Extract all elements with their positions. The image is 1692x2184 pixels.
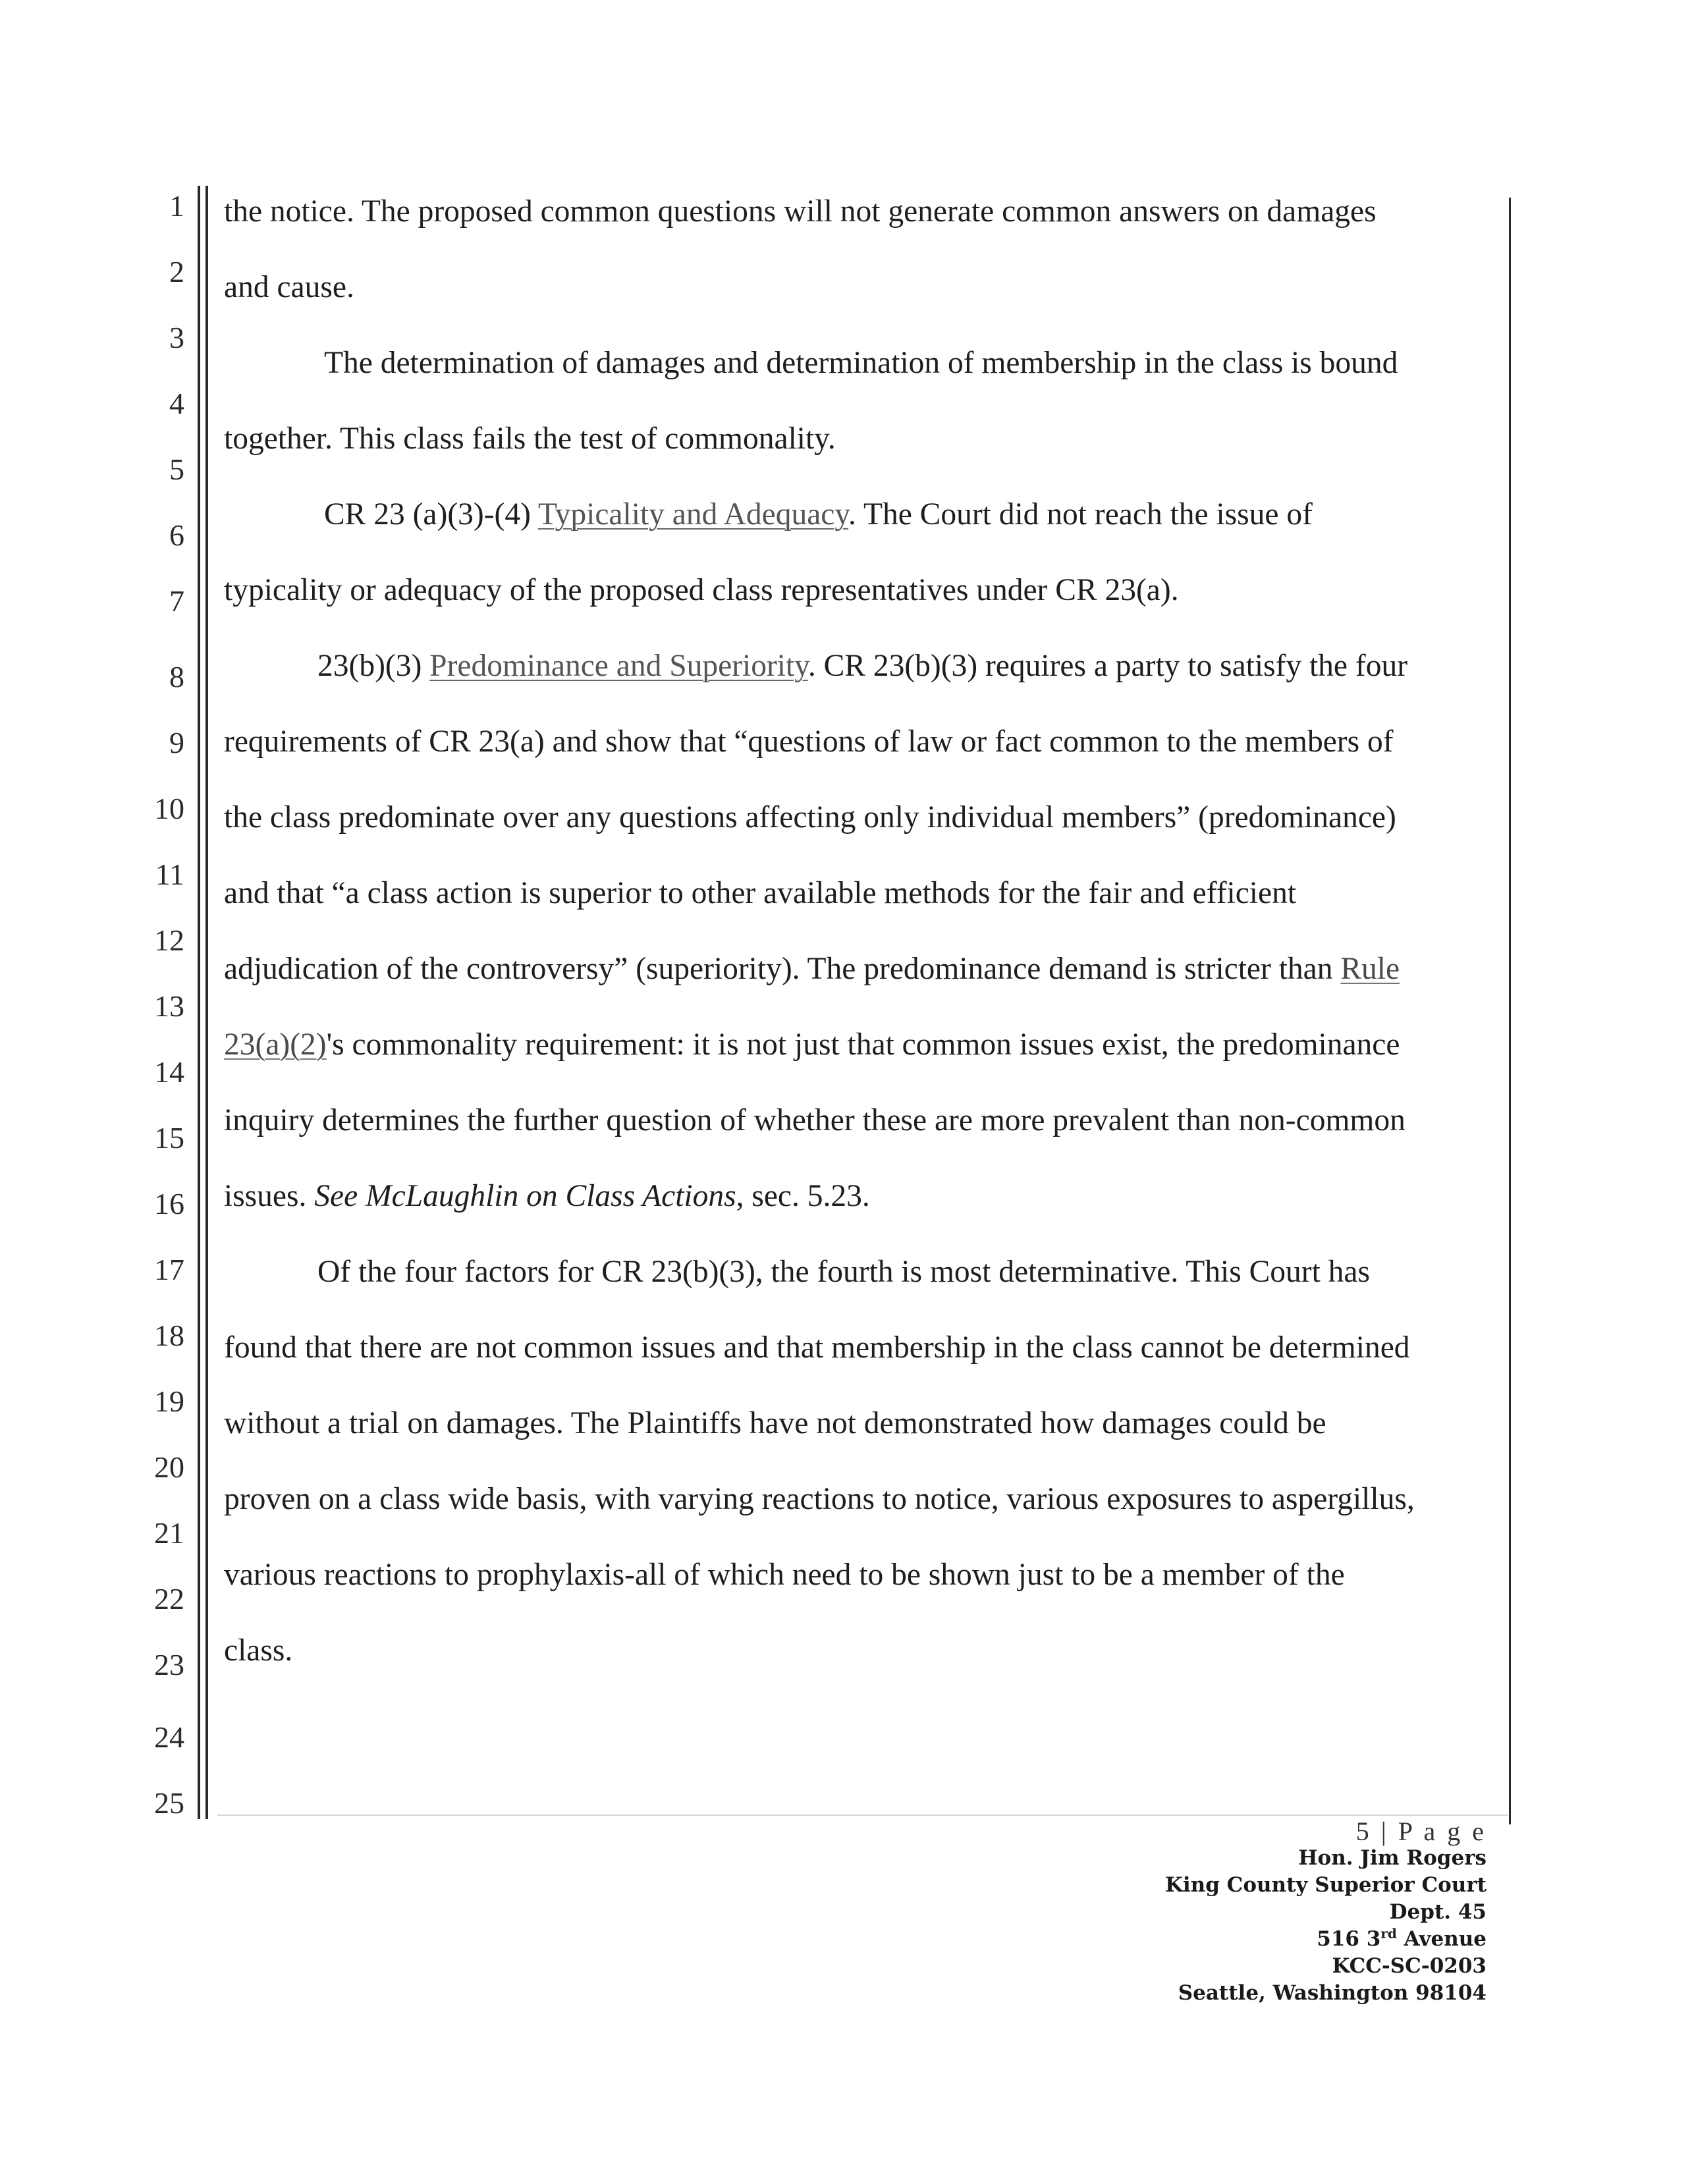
heading-predominance-superiority: Predominance and Superiority	[429, 649, 808, 683]
department: Dept. 45	[1389, 1900, 1487, 1924]
line-number: 20	[154, 1450, 184, 1484]
line-number: 15	[154, 1121, 184, 1155]
line-number: 17	[154, 1253, 184, 1286]
rule-citation: 23(b)(3)	[317, 649, 430, 683]
line-number: 1	[169, 189, 184, 223]
text-line: together. This class fails the test of commonality.	[224, 422, 836, 456]
text-line: and that “a class action is superior to other available methods for the fair and efficient	[224, 876, 1297, 910]
text-line: The determination of damages and determination of membership in the class is bound	[324, 346, 1398, 380]
line-number: 10	[154, 792, 184, 825]
text-line	[317, 651, 1407, 682]
line-number: 18	[154, 1319, 184, 1352]
right-margin-rule	[1509, 198, 1511, 1824]
text-line: the class predominate over any questions affecting only individual members” (predominance)	[224, 800, 1396, 834]
text-span: 's commonality requirement: it is not just that common issues exist, the predominance	[326, 1027, 1400, 1062]
court-name: King County Superior Court	[1164, 1873, 1487, 1897]
text-line: Of the four factors for CR 23(b)(3), the fourth is most determinative. This Court has	[317, 1255, 1370, 1289]
rule-citation: CR 23 (a)(3)-(4)	[324, 497, 538, 532]
line-number: 5	[169, 452, 184, 486]
line-number: 19	[154, 1384, 184, 1418]
rule-link[interactable]: 23(a)(2)	[224, 1027, 327, 1062]
rule-link[interactable]: Rule	[1340, 952, 1400, 986]
text-span: adjudication of the controversy” (superiority). The predominance demand is stricter than	[224, 952, 1341, 986]
text-span: issues.	[224, 1179, 315, 1213]
text-span: , sec. 5.23.	[736, 1179, 870, 1213]
line-number: 23	[154, 1648, 184, 1681]
line-number: 22	[154, 1582, 184, 1616]
text-line	[224, 1029, 1400, 1061]
text-span: . CR 23(b)(3) requires a party to satisfy the four	[807, 649, 1408, 683]
text-line	[224, 1181, 870, 1213]
text-line: proven on a class wide basis, with varying reactions to notice, various exposures to aspergillus,	[224, 1482, 1415, 1516]
text-line: without a trial on damages. The Plaintiffs have not demonstrated how damages could be	[224, 1406, 1326, 1440]
line-number: 13	[154, 989, 184, 1023]
line-number: 16	[154, 1187, 184, 1220]
text-line: found that there are not common issues and that membership in the class cannot be determined	[224, 1330, 1410, 1365]
text-line	[324, 499, 1313, 531]
line-number: 24	[154, 1720, 184, 1754]
address-number: 516 3	[1317, 1927, 1381, 1951]
text-line: inquiry determines the further question of whether these are more prevalent than non-common	[224, 1103, 1405, 1137]
judge-name: Hon. Jim Rogers	[1298, 1846, 1487, 1870]
line-number: 7	[169, 584, 184, 618]
city-state-zip: Seattle, Washington 98104	[1178, 1981, 1487, 2005]
street-address	[1165, 1926, 1487, 1953]
footer-court-info	[1165, 1818, 1487, 2007]
address-street: Avenue	[1396, 1927, 1487, 1951]
line-number: 9	[169, 726, 184, 759]
line-number: 21	[154, 1516, 184, 1550]
bottom-rule	[217, 1815, 1508, 1816]
line-number: 8	[169, 660, 184, 694]
line-number: 11	[155, 858, 184, 891]
court-code: KCC-SC-0203	[1332, 1954, 1487, 1978]
address-ordinal: rd	[1380, 1925, 1397, 1942]
citation-italic: See McLaughlin on Class Actions	[314, 1179, 736, 1213]
left-margin-rule-inner	[205, 186, 208, 1819]
line-number: 6	[169, 518, 184, 552]
page-number: 5 | P a g e	[1355, 1816, 1487, 1846]
line-number: 4	[169, 387, 184, 420]
text-line: the notice. The proposed common questions will not generate common answers on damages	[224, 194, 1377, 229]
left-margin-rule	[198, 186, 200, 1819]
line-number: 3	[169, 321, 184, 354]
heading-typicality-adequacy: Typicality and Adequacy	[537, 497, 849, 532]
text-line	[224, 954, 1400, 985]
text-line: class.	[224, 1633, 293, 1668]
text-line: requirements of CR 23(a) and show that “questions of law or fact common to the members of	[224, 724, 1394, 759]
line-number: 2	[169, 255, 184, 288]
text-span: . The Court did not reach the issue of	[848, 497, 1313, 532]
text-line: and cause.	[224, 270, 354, 304]
line-number: 25	[154, 1786, 184, 1820]
line-number: 12	[154, 923, 184, 957]
text-line: various reactions to prophylaxis-all of which need to be shown just to be a member of the	[224, 1558, 1345, 1592]
text-line: typicality or adequacy of the proposed class representatives under CR 23(a).	[224, 573, 1179, 607]
line-number: 14	[154, 1055, 184, 1089]
